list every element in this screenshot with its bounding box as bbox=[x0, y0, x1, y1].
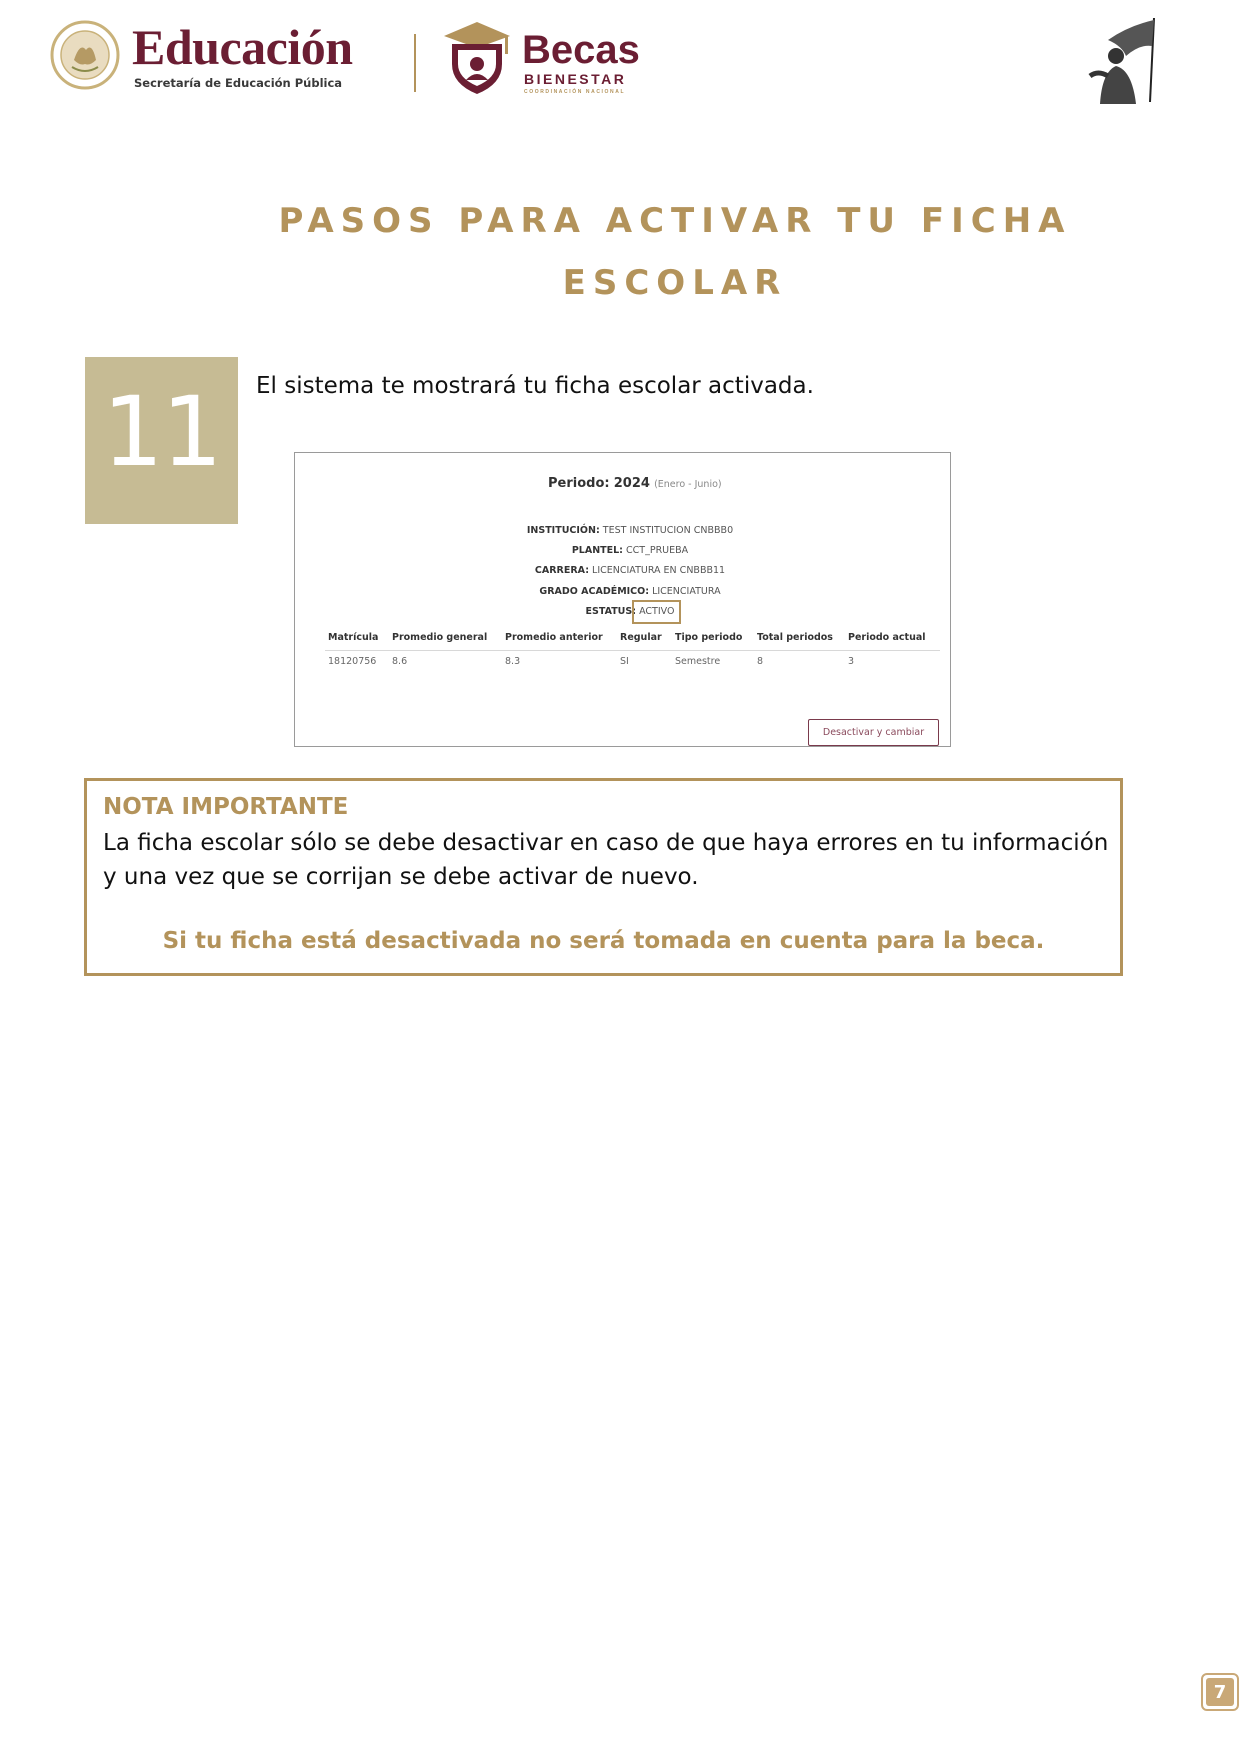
note-body: La ficha escolar sólo se debe desactivar en caso de que haya errores en tu información y una vez que se corrijan se debe activar de nuevo. bbox=[103, 830, 1109, 890]
info-value: LICENCIATURA bbox=[652, 586, 721, 597]
info-label: ESTATUS: bbox=[585, 606, 637, 617]
col-regular: Regular bbox=[620, 632, 662, 643]
becas-logo-text: Becas bbox=[522, 28, 640, 72]
note-title: NOTA IMPORTANTE bbox=[103, 794, 349, 820]
info-value: TEST INSTITUCION CNBBB0 bbox=[602, 525, 734, 536]
cell-promedio-general: 8.6 bbox=[392, 656, 408, 667]
col-promedio-general: Promedio general bbox=[392, 632, 488, 643]
info-grado bbox=[420, 586, 840, 597]
note-warning: Si tu ficha está desactivada no será tomada en cuenta para la beca. bbox=[162, 928, 1045, 954]
info-value: ACTIVO bbox=[639, 606, 675, 617]
info-label: CARRERA: bbox=[534, 565, 589, 576]
periodo-year: 2024 bbox=[613, 476, 650, 491]
info-value: CCT_PRUEBA bbox=[626, 545, 689, 556]
periodo-label: Periodo: bbox=[548, 476, 610, 491]
step-number: 11 bbox=[102, 376, 221, 488]
col-total-periodos: Total periodos bbox=[757, 632, 833, 643]
cell-regular: SI bbox=[620, 656, 629, 667]
sep-subtitle: Secretaría de Educación Pública bbox=[134, 76, 343, 90]
periodo-heading bbox=[548, 476, 722, 491]
info-value: LICENCIATURA EN CNBBB11 bbox=[592, 565, 726, 576]
step-description: El sistema te mostrará tu ficha escolar activada. bbox=[256, 373, 814, 399]
logo-divider bbox=[414, 34, 416, 92]
cell-periodo-actual: 3 bbox=[848, 656, 855, 667]
table-divider bbox=[325, 650, 940, 651]
cell-promedio-anterior: 8.3 bbox=[505, 656, 521, 667]
heroine-flag-illustration bbox=[1078, 16, 1168, 106]
page-number-badge bbox=[1201, 1673, 1239, 1711]
ficha-escolar-screenshot bbox=[294, 452, 951, 747]
info-label: GRADO ACADÉMICO: bbox=[539, 586, 650, 597]
col-promedio-anterior: Promedio anterior bbox=[505, 632, 603, 643]
periodo-range: (Enero - Junio) bbox=[654, 479, 722, 490]
col-periodo-actual: Periodo actual bbox=[848, 632, 926, 643]
col-tipo-periodo: Tipo periodo bbox=[675, 632, 743, 643]
desactivar-button[interactable]: Desactivar y cambiar bbox=[808, 719, 939, 746]
info-estatus bbox=[420, 606, 840, 617]
info-plantel bbox=[420, 545, 840, 556]
page-title: PASOS PARA ACTIVAR TU FICHA ESCOLAR bbox=[278, 201, 1072, 303]
info-label: INSTITUCIÓN: bbox=[526, 525, 600, 536]
educacion-logo-text: Educación bbox=[132, 19, 353, 75]
cell-matricula: 18120756 bbox=[328, 656, 377, 667]
coordinacion-logo-text: COORDINACIÓN NACIONAL bbox=[524, 89, 626, 95]
bienestar-logo-text: BIENESTAR bbox=[524, 71, 627, 87]
info-institucion bbox=[420, 525, 840, 536]
national-seal-logo bbox=[50, 20, 120, 90]
page-number: 7 bbox=[1206, 1678, 1234, 1706]
graduation-cap-shield-icon bbox=[440, 20, 514, 96]
cell-tipo-periodo: Semestre bbox=[675, 656, 721, 667]
info-label: PLANTEL: bbox=[571, 545, 623, 556]
estatus-highlight bbox=[632, 600, 681, 624]
cell-total-periodos: 8 bbox=[757, 656, 764, 667]
info-carrera bbox=[420, 565, 840, 576]
col-matricula: Matrícula bbox=[328, 632, 379, 643]
